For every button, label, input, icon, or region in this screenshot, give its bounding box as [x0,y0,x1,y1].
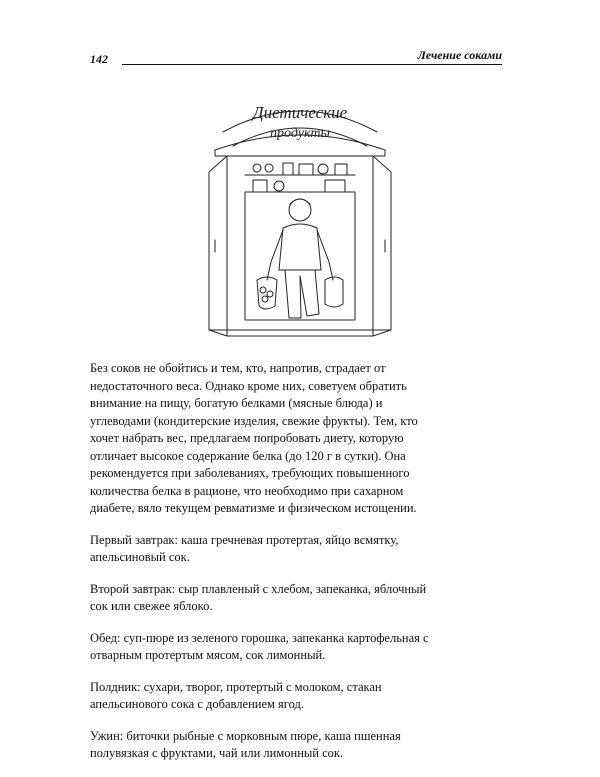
cabinet-frame [227,156,373,336]
dinner-paragraph: Ужин: биточки рыбные с морковным пюре, каша пшенная полувязкая с фруктами, чай или лимонный сок. [90,728,401,760]
person-torso [279,224,321,270]
left-door [209,156,227,336]
sign-text-line1: Диетические [252,103,348,122]
body-text [90,360,520,777]
afternoon-snack-paragraph: Полдник: сухари, творог, протертый с молоком, стакан апельсинового сока с добавлением ягод. [90,679,382,711]
header-rule [122,64,502,65]
second-breakfast-paragraph: Второй завтрак: сыр плавленый с хлебом, запеканка, яблочный сок или свежее яблоко. [90,581,427,613]
lunch-paragraph: Обед: суп-пюре из зеленого горошка, запеканка картофельная с отварным протертым мясом, сок лимонный. [90,630,429,662]
right-door [373,156,391,336]
running-title: Лечение соками [417,48,502,62]
sign-text-line2: продукты [270,126,330,141]
first-breakfast-paragraph: Первый завтрак: каша гречневая протертая, яйцо всмятку, апельсиновый сок. [90,532,399,564]
shopping-bag-right [325,277,343,307]
page-number: 142 [90,52,108,66]
diet-products-illustration [205,80,395,350]
intro-paragraph: Без соков не обойтись и тем, кто, напротив, страдает от недостаточного веса. Однако кроме них, советуем обратить внимание на пищу, богатую белками (мясные блюда) и углеводами (кондитерские изделия, свежие фрукты). Тем, кто хочет набрать вес, предлагаем попробовать диету, которую отличает высокое содержание белка (до 120 г в сутки). Она рекомендуется при заболеваниях, требующих повышенного количества белка в рационе, что необходимо при сахарном диабете, вяло текущем ревматизме и физическом истощении. [90,361,418,515]
